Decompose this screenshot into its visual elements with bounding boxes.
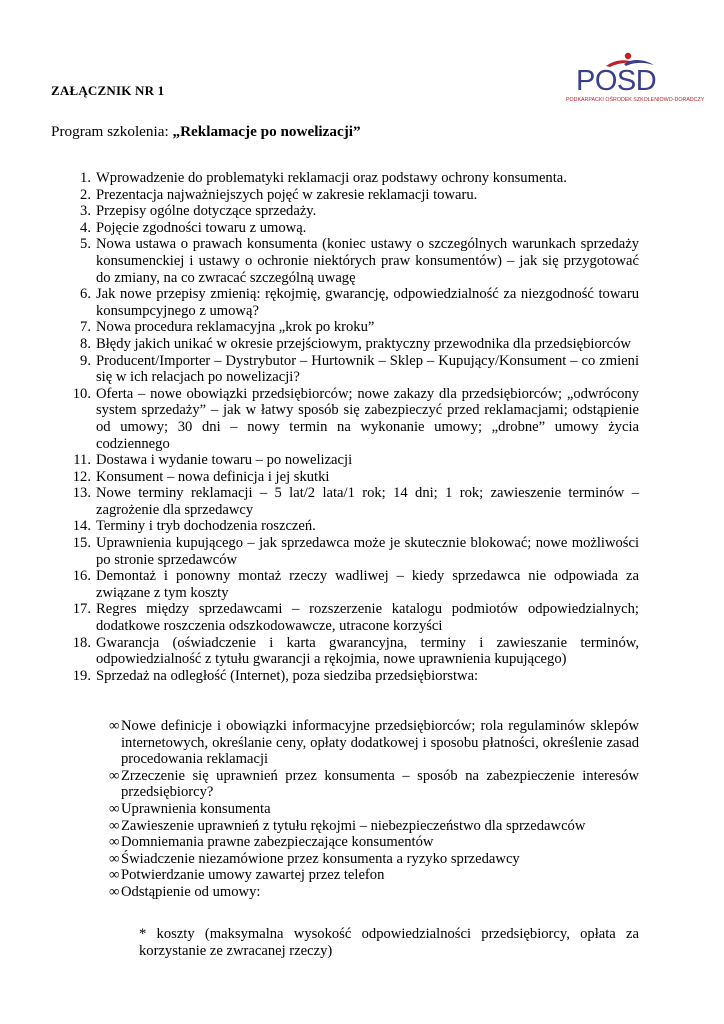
subtopic-item [109, 818, 639, 835]
topic-text: Terminy i tryb dochodzenia roszczeń. [96, 518, 316, 535]
topic-item [51, 452, 639, 469]
note-text: * koszty (maksymalna wysokość odpowiedzialności przedsiębiorcy, opłata za korzystanie ze zwracanej rzeczy) [139, 926, 639, 959]
topic-text: Pojęcie zgodności towaru z umową. [96, 219, 307, 236]
topic-item [51, 203, 639, 220]
topic-item [51, 668, 639, 685]
subtopic-text: Potwierdzanie umowy zawartej przez telefon [121, 867, 385, 884]
topic-item [51, 485, 639, 518]
topic-text: Przepisy ogólne dotyczące sprzedaży. [96, 203, 317, 220]
topic-item [51, 568, 639, 601]
topic-number: 4. [80, 219, 91, 236]
topic-number: 13. [72, 485, 91, 502]
infinity-bullet-icon: ∞ [109, 867, 120, 884]
subtopic-item [109, 768, 639, 801]
subtopic-text: Zawieszenie uprawnień z tytułu rękojmi – niebezpieczeństwo dla sprzedawców [121, 817, 586, 834]
topic-number: 11. [73, 452, 91, 469]
topic-text: Błędy jakich unikać w okresie przejściowym, praktyczny przewodnika dla przedsiębiorców [96, 335, 631, 352]
subtopic-item [109, 851, 639, 868]
topic-number: 10. [72, 385, 91, 402]
topic-number: 6. [80, 286, 91, 303]
subtopic-text: Zrzeczenie się uprawnień przez konsumenta – sposób na zabezpieczenie interesów przedsiębiorcy? [121, 767, 639, 801]
subtopic-item [109, 718, 639, 768]
infinity-bullet-icon: ∞ [109, 718, 120, 734]
program-prefix: Program szkolenia: [51, 123, 173, 140]
topic-text: Gwarancja (oświadczenie i karta gwarancyjna, terminy i zawieszanie terminów, odpowiedzialność z tytułu gwarancji a rękojmia, nowe uprawnienia kupującego) [96, 634, 639, 668]
infinity-bullet-icon: ∞ [109, 800, 120, 817]
topic-number: 5. [80, 236, 91, 253]
topic-item [51, 220, 639, 237]
topic-text: Demontaż i ponowny montaż rzeczy wadliwej – kiedy sprzedawca nie odpowiada za związane z tym koszty [96, 568, 639, 601]
logo-wordmark: POSD [576, 65, 657, 97]
topic-number: 2. [80, 186, 91, 203]
topic-item [51, 187, 639, 204]
subtopic-item [109, 834, 639, 851]
topic-number: 14. [72, 518, 91, 535]
topic-number: 15. [72, 535, 91, 552]
topic-number: 9. [80, 352, 91, 369]
topic-text: Prezentacja najważniejszych pojęć w zakresie reklamacji towaru. [96, 186, 478, 203]
subtopic-text: Nowe definicje i obowiązki informacyjne przedsiębiorców; rola regulaminów sklepów internetowych, określanie ceny, opłaty dodatkowej i sposobu płatności, określenie zasad procedowania reklamacji [121, 718, 639, 768]
topic-text: Nowe terminy reklamacji – 5 lat/2 lata/1 rok; 14 dni; 1 rok; zawieszenie terminów – zagrożenie dla sprzedawcy [96, 485, 639, 518]
topic-text: Wprowadzenie do problematyki reklamacji oraz podstawy ochrony konsumenta. [96, 170, 567, 186]
topic-item [51, 386, 639, 452]
topic-number: 1. [80, 170, 91, 186]
logo-subtitle: PODKARPACKI OŚRODEK SZKOLENIOWO-DORADCZY [566, 97, 705, 103]
program-title: „Reklamacje po nowelizacji” [172, 123, 361, 140]
program-title-line [51, 124, 361, 141]
topic-text: Jak nowe przepisy zmienią: rękojmię, gwarancję, odpowiedzialność za niezgodność towaru konsumpcyjnego z umową? [96, 286, 639, 319]
infinity-bullet-icon: ∞ [109, 817, 120, 834]
topic-text: Sprzedaż na odległość (Internet), poza siedziba przedsiębiorstwa: [96, 667, 479, 684]
topic-number: 18. [72, 634, 91, 651]
topic-item [51, 286, 639, 319]
infinity-bullet-icon: ∞ [109, 767, 120, 784]
attachment-heading: ZAŁĄCZNIK NR 1 [51, 83, 165, 98]
topics-list [51, 170, 639, 684]
topic-number: 7. [80, 319, 91, 336]
subtopic-item [109, 867, 639, 884]
infinity-bullet-icon: ∞ [109, 834, 120, 851]
subtopic-text: Domniemania prawne zabezpieczające konsumentów [121, 834, 434, 851]
subtopic-text: Świadczenie niezamówione przez konsumenta a ryzyko sprzedawcy [121, 850, 520, 867]
topic-item [51, 469, 639, 486]
topic-number: 19. [72, 667, 91, 684]
topic-item [51, 336, 639, 353]
topic-item [51, 170, 639, 187]
subtopic-text: Odstąpienie od umowy: [121, 883, 261, 900]
topic-text: Konsument – nowa definicja i jej skutki [96, 468, 330, 485]
topic-text: Nowa ustawa o prawach konsumenta (koniec ustawy o szczególnych warunkach sprzedaży konsumenckiej i ustawy o ochronie niektórych praw konsumentów) – jak się przygotować do zmiany, na co zwracać szczególną uwagę [96, 236, 639, 286]
subtopic-item [109, 801, 639, 818]
topic-number: 12. [72, 468, 91, 485]
topic-item [51, 635, 639, 668]
topic-item [51, 601, 639, 634]
topic-item [51, 319, 639, 336]
infinity-bullet-icon: ∞ [109, 883, 120, 900]
subtopic-text: Uprawnienia konsumenta [121, 800, 271, 817]
topic-text: Nowa procedura reklamacyjna „krok po kroku” [96, 319, 375, 336]
topic-text: Uprawnienia kupującego – jak sprzedawca może je skutecznie blokować; nowe możliwości po stronie sprzedawców [96, 535, 639, 568]
topic-item [51, 353, 639, 386]
topic-number: 16. [72, 568, 91, 585]
subtopic-item [109, 884, 639, 901]
subtopics-list [109, 718, 639, 901]
posd-logo [566, 50, 705, 110]
infinity-bullet-icon: ∞ [109, 850, 120, 867]
topic-number: 17. [72, 601, 91, 618]
topic-number: 8. [80, 335, 91, 352]
topic-text: Dostawa i wydanie towaru – po nowelizacji [96, 452, 353, 469]
topic-text: Oferta – nowe obowiązki przedsiębiorców; nowe zakazy dla przedsiębiorców; „odwrócony system sprzedaży” – jak w łatwy sposób się zabezpieczyć przed reklamacjami; odstąpienie od umowy; 30 dni – nowy termin na wykonanie umowy; „drobne” umowy życia codziennego [96, 385, 639, 452]
topic-item [51, 535, 639, 568]
topic-text: Regres między sprzedawcami – rozszerzenie katalogu podmiotów odpowiedzialnych; dodatkowe roszczenia odszkodowawcze, utracone korzyści [96, 601, 639, 635]
topic-text: Producent/Importer – Dystrybutor – Hurtownik – Sklep – Kupujący/Konsument – co zmieni się w ich relacjach po nowelizacji? [96, 352, 639, 386]
topic-item [51, 518, 639, 535]
topic-item [51, 236, 639, 286]
topic-number: 3. [80, 203, 91, 220]
